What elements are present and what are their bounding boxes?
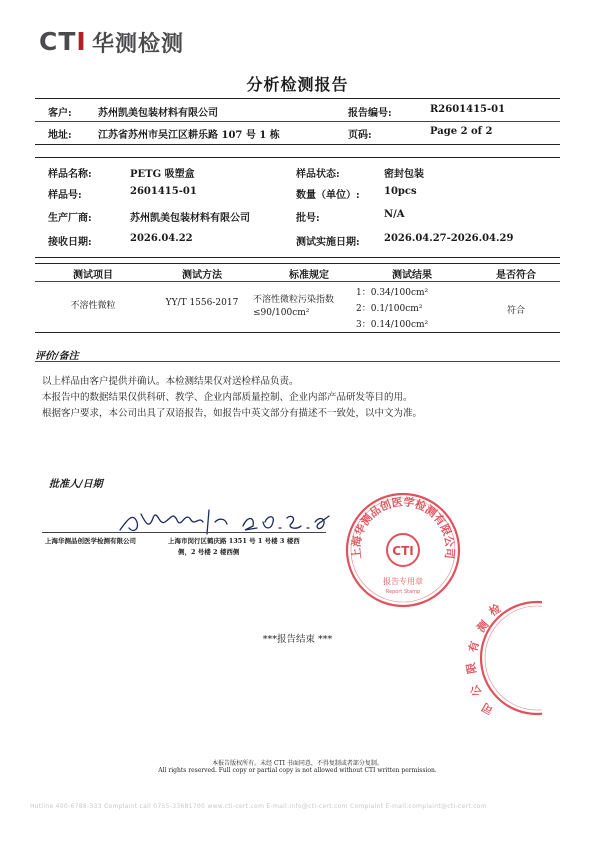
- result-method: YY/T 1556-2017: [165, 298, 239, 308]
- test-date-value: 2026.04.27-2026.04.29: [384, 233, 514, 244]
- table-header-standard: 标准规定: [289, 270, 329, 281]
- stamp-bottom-text-en: Report Stamp: [385, 589, 421, 595]
- stamp-ring-text: 上海华测品创医学检测有限公司: [349, 495, 457, 560]
- lab-company-name: 上海华测品创医学检测有限公司: [45, 537, 136, 545]
- contact-strip: Hotline 400-6788-333 Complaint call 0755-33681700 www.cti-cert.com E-mail:info@cti-cert.com Complaint E-mail:complaint@cti-cert.com: [30, 803, 487, 810]
- stamp-center-text: CTI: [392, 544, 414, 558]
- remark-line: 本报告中的数据结果仅供科研、教学、企业内部质量控制、企业内部产品研发等目的用。: [42, 392, 413, 403]
- sample-state-value: 密封包装: [384, 169, 424, 180]
- receive-date-label: 接收日期:: [48, 237, 92, 248]
- remark-line: 以上样品由客户提供并确认。本检测结果仅对送检样品负责。: [42, 376, 299, 387]
- result-standard-line2: ≤90/100cm²: [253, 308, 310, 318]
- logo-chinese-name: 华测检测: [92, 32, 185, 57]
- remark-line: 根据客户要求，本公司出具了双语报告，如报告中英文部分有描述不一致处，以中文为准。: [42, 408, 423, 419]
- client-value: 苏州凯美包装材料有限公司: [98, 108, 218, 119]
- table-header-item: 测试项目: [73, 270, 113, 281]
- svg-text:司: 司: [479, 699, 496, 717]
- address-label: 地址:: [48, 130, 72, 141]
- report-no-label: 报告编号:: [348, 108, 392, 119]
- result-conclusion: 符合: [506, 306, 525, 316]
- table-header-conclusion: 是否符合: [496, 270, 536, 281]
- result-value: 1：0.34/100cm²: [356, 288, 429, 298]
- result-value: 2：0.1/100cm²: [356, 304, 423, 314]
- approval-heading: 批准人/日期: [49, 479, 103, 490]
- svg-text:限: 限: [464, 661, 479, 675]
- svg-text:公: 公: [467, 682, 485, 699]
- manufacturer-label: 生产厂商:: [48, 213, 92, 224]
- lab-address-line1: 上海市闵行区鹤庆路 1351 号 1 号楼 3 楼西: [168, 537, 300, 545]
- divider: [35, 157, 560, 158]
- result-item: 不溶性微粒: [70, 301, 116, 311]
- divider: [35, 361, 560, 362]
- signature-line: [42, 532, 326, 533]
- divider: [35, 98, 560, 99]
- report-no-value: R2601415-01: [430, 104, 506, 115]
- sample-no-label: 样品号:: [48, 190, 82, 201]
- official-stamp: [343, 490, 463, 610]
- sample-name-label: 样品名称:: [48, 169, 92, 180]
- table-header-divider: [35, 281, 560, 282]
- sample-no-value: 2601415-01: [130, 186, 197, 197]
- table-top-border: [35, 263, 560, 264]
- table-header-method: 测试方法: [182, 270, 222, 281]
- divider: [35, 121, 560, 122]
- divider: [35, 144, 560, 145]
- svg-text:有: 有: [466, 639, 482, 654]
- quantity-label: 数量（单位）:: [296, 190, 360, 201]
- sample-state-label: 样品状态:: [296, 169, 340, 180]
- batch-value: N/A: [384, 209, 405, 220]
- copyright-notice-cn: 本报告版权所有。未经 CTI 书面同意，不得复制或者部分复制。: [212, 760, 383, 767]
- batch-label: 批号:: [296, 213, 320, 224]
- stamp-bottom-text: 报告专用章: [383, 577, 423, 586]
- page-value: Page 2 of 2: [430, 126, 493, 137]
- remarks-heading: 评价/备注: [35, 351, 79, 362]
- table-bottom-border: [35, 332, 560, 333]
- lab-address-line2: 侧，2 号楼 2 楼西侧: [178, 548, 240, 556]
- test-date-label: 测试实施日期:: [296, 237, 360, 248]
- client-label: 客户:: [48, 108, 72, 119]
- quantity-value: 10pcs: [384, 186, 417, 197]
- receive-date-value: 2026.04.22: [130, 233, 193, 244]
- handwritten-signature: [115, 500, 345, 540]
- result-value: 3：0.14/100cm²: [356, 320, 429, 330]
- seam-stamp: [462, 598, 542, 718]
- table-header-result: 测试结果: [392, 270, 432, 281]
- report-title: 分析检测报告: [246, 75, 349, 94]
- sample-name-value: PETG 吸塑盒: [130, 169, 195, 180]
- page-label: 页码:: [348, 130, 372, 141]
- svg-text:检: 检: [487, 601, 504, 619]
- svg-text:测: 测: [474, 618, 492, 635]
- report-end-marker: ***报告结束 ***: [262, 634, 333, 645]
- cti-logo: CTI: [39, 27, 87, 56]
- copyright-notice-en: All rights reserved. Full copy or partial copy is not allowed without CTI written permission.: [158, 767, 437, 774]
- divider: [35, 257, 560, 258]
- address-value: 江苏省苏州市吴江区耕乐路 107 号 1 栋: [98, 130, 280, 141]
- result-standard-line1: 不溶性微粒污染指数: [253, 295, 335, 305]
- manufacturer-value: 苏州凯美包装材料有限公司: [130, 213, 250, 224]
